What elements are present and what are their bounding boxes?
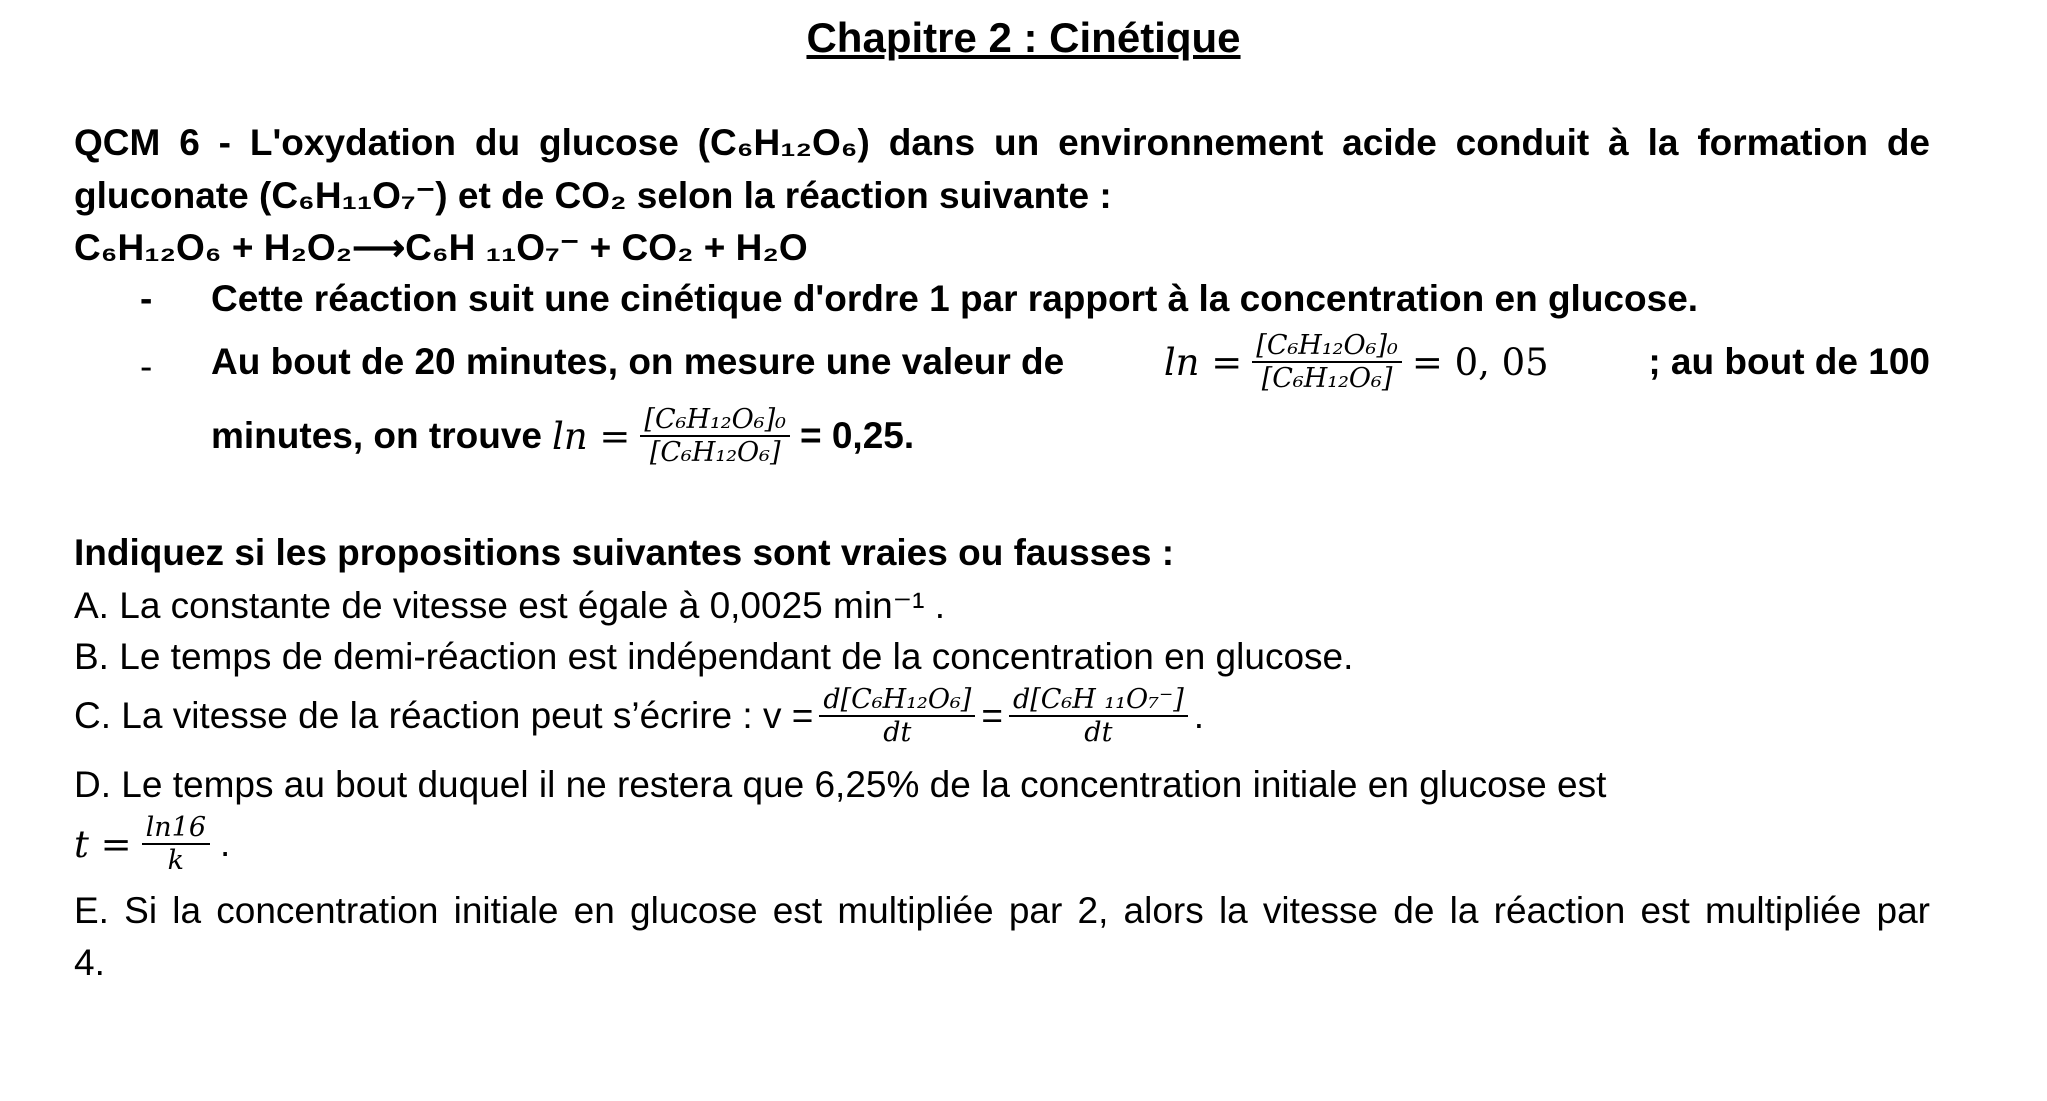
reaction-equation: C₆H₁₂O₆ + H₂O₂⟶C₆H ₁₁O₇⁻ + CO₂ + H₂O — [74, 227, 808, 268]
fraction-numerator: d[C₆H₁₂O₆] — [819, 684, 975, 717]
ln-value: = 0, 05 — [1411, 340, 1549, 384]
proposition-e-line-2: 4. — [74, 942, 105, 983]
page-title: Chapitre 2 : Cinétique — [806, 14, 1241, 61]
instruction: Indiquez si les propositions suivantes sont vraies ou fausses : — [74, 532, 1175, 573]
proposition-b: B. Le temps de demi-réaction est indépendant de la concentration en glucose. — [74, 636, 1354, 677]
bullet-marker: - — [140, 278, 153, 319]
fraction-denominator: dt — [1084, 717, 1113, 749]
concentration-fraction — [1252, 330, 1402, 394]
proposition-c-text: C. La vitesse de la réaction peut s’écrire : v = — [74, 695, 814, 737]
proposition-e-line-1: E. Si la concentration initiale en glucose est multipliée par 2, alors la vitesse de la réaction est multipliée par — [74, 890, 1930, 931]
fraction-denominator: k — [167, 845, 185, 877]
question-intro-line-1: QCM 6 - L'oxydation du glucose (C₆H₁₂O₆) dans un environnement acide conduit à la formation de — [74, 122, 1930, 163]
fraction-numerator: ln16 — [142, 812, 210, 845]
bullet-measure-text: Au bout de 20 minutes, on mesure une valeur de — [211, 341, 1065, 383]
proposition-d-line-1: D. Le temps au bout duquel il ne restera que 6,25% de la concentration initiale en glucose est — [74, 764, 1607, 805]
proposition-c-end: . — [1193, 695, 1205, 737]
ln-label: ln = — [1163, 340, 1243, 384]
fraction-numerator: d[C₆H ₁₁O₇⁻] — [1009, 684, 1188, 717]
proposition-d-end: . — [220, 823, 231, 865]
ln-label: ln = — [551, 414, 631, 458]
ln-expression — [1164, 330, 1549, 394]
rate-fraction-gluconate — [1009, 684, 1188, 748]
proposition-a: A. La constante de vitesse est égale à 0,0025 min⁻¹ . — [74, 585, 946, 626]
fraction-numerator: [C₆H₁₂O₆]₀ — [640, 404, 790, 437]
fraction-numerator: [C₆H₁₂O₆]₀ — [1252, 330, 1402, 363]
proposition-c — [74, 684, 1204, 748]
question-intro-line-2: gluconate (C₆H₁₁O₇⁻) et de CO₂ selon la réaction suivante : — [74, 175, 1112, 216]
equals-sign: = — [981, 695, 1003, 737]
fraction-denominator: [C₆H₁₂O₆] — [649, 437, 781, 469]
time-variable: t = — [74, 822, 132, 866]
ln-value-2: = 0,25. — [799, 415, 915, 457]
bullet-first-order: Cette réaction suit une cinétique d'ordre 1 par rapport à la concentration en glucose. — [211, 278, 1699, 319]
bullet-measurements-line-1 — [211, 330, 1930, 394]
concentration-fraction — [640, 404, 790, 468]
bullet-marker: - — [140, 346, 153, 387]
fraction-denominator: [C₆H₁₂O₆] — [1261, 363, 1393, 395]
fraction-denominator: dt — [883, 717, 912, 749]
bullet-measure-end: ; au bout de 100 — [1648, 341, 1930, 383]
bullet-measurements-line-2 — [211, 404, 914, 468]
rate-fraction-glucose — [819, 684, 975, 748]
bullet-measure-text-2: minutes, on trouve — [211, 415, 542, 457]
time-fraction — [142, 812, 210, 876]
proposition-d-formula — [74, 812, 230, 876]
